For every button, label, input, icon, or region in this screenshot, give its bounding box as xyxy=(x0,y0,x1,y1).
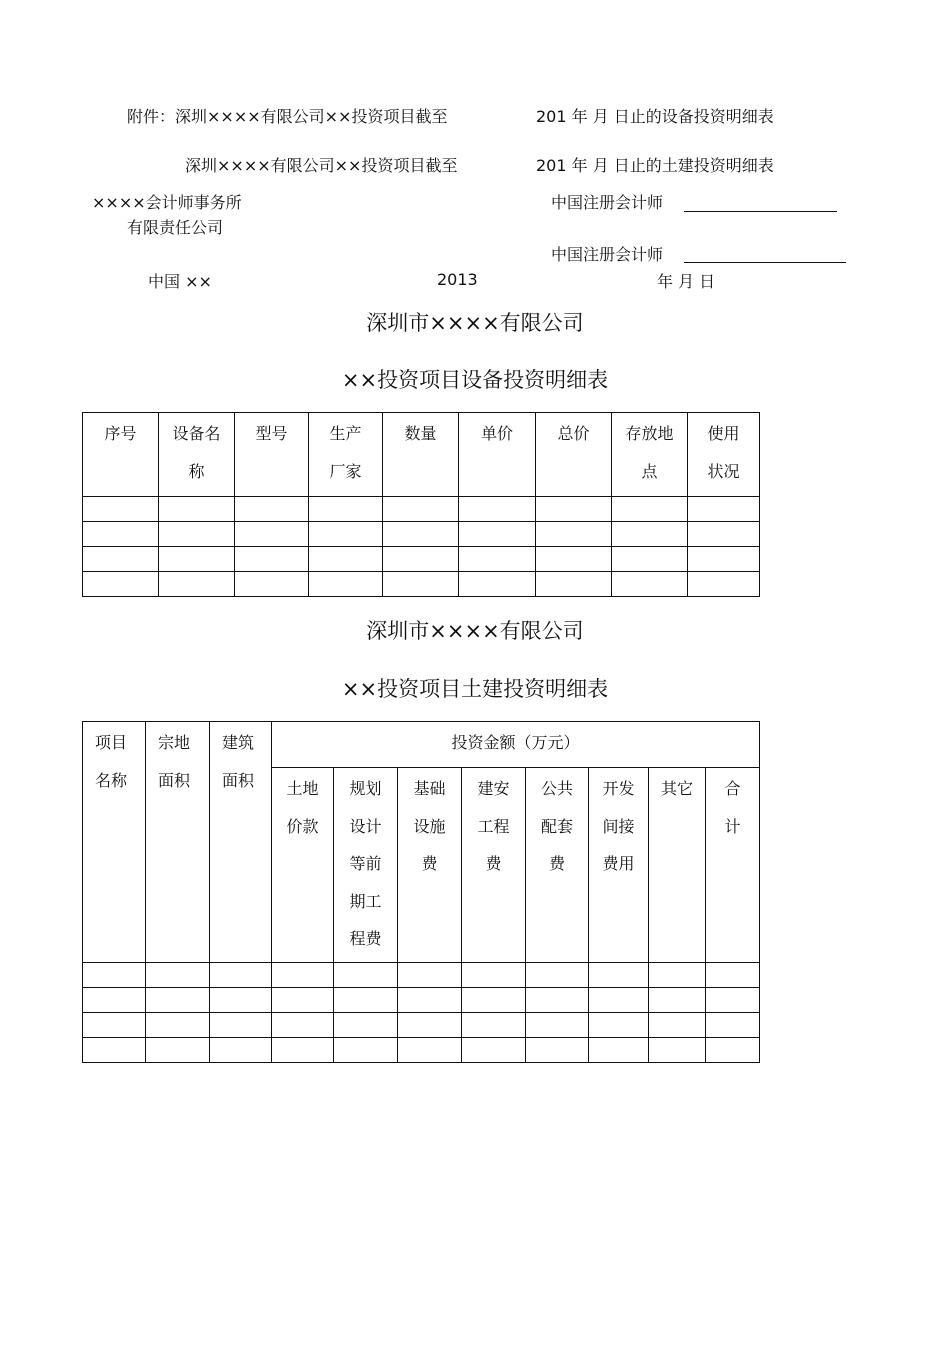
cpa-signature-line-2 xyxy=(684,262,846,263)
table-row xyxy=(83,1013,760,1038)
equipment-table xyxy=(82,412,760,597)
table-row xyxy=(83,1038,760,1063)
col-header-total: 合 计 xyxy=(706,768,760,963)
col-header-infrastructure: 基础 设施 费 xyxy=(398,768,462,963)
firm-name-line-2: 有限责任公司 xyxy=(127,218,224,237)
location-text: 中国 ×× xyxy=(148,272,212,291)
attachment-line-1-prefix: 附件：深圳××××有限公司××投资项目截至 xyxy=(127,107,448,126)
cpa-label-2: 中国注册会计师 xyxy=(551,245,664,264)
table-row xyxy=(83,522,760,547)
civil-company-title: 深圳市××××有限公司 xyxy=(366,619,584,643)
col-header-indirect-costs: 开发 间接 费用 xyxy=(589,768,649,963)
civil-table-title: ××投资项目土建投资明细表 xyxy=(341,677,609,701)
col-header-other: 其它 xyxy=(649,768,706,963)
report-date-suffix: 年 月 日 xyxy=(657,272,716,291)
civil-table xyxy=(82,721,760,1063)
col-header-total-price: 总价 xyxy=(536,413,612,497)
table-row xyxy=(83,572,760,597)
equipment-table-title: ××投资项目设备投资明细表 xyxy=(341,368,609,392)
col-header-serial: 序号 xyxy=(83,413,159,497)
col-header-project-name: 项目 名称 xyxy=(83,722,146,963)
col-header-storage-location: 存放地 点 xyxy=(612,413,688,497)
firm-name-line-1: ××××会计师事务所 xyxy=(92,193,242,212)
col-header-building-area: 建筑 面积 xyxy=(210,722,272,963)
civil-header-row-1 xyxy=(83,722,760,768)
cpa-label-1: 中国注册会计师 xyxy=(551,193,664,212)
cpa-signature-line-1 xyxy=(684,211,837,212)
col-header-model: 型号 xyxy=(235,413,309,497)
attachment-line-2-prefix: 深圳××××有限公司××投资项目截至 xyxy=(185,156,458,175)
col-header-land-area: 宗地 面积 xyxy=(146,722,210,963)
table-row xyxy=(83,963,760,988)
col-header-unit-price: 单价 xyxy=(459,413,536,497)
table-row xyxy=(83,497,760,522)
col-header-manufacturer: 生产 厂家 xyxy=(309,413,383,497)
col-header-quantity: 数量 xyxy=(383,413,459,497)
col-header-equipment-name: 设备名 称 xyxy=(159,413,235,497)
attachment-line-2-suffix: 201 年 月 日止的土建投资明细表 xyxy=(536,156,774,175)
col-header-land-price: 土地 价款 xyxy=(272,768,334,963)
report-year: 2013 xyxy=(437,270,478,289)
table-row xyxy=(83,547,760,572)
col-group-investment-amount: 投资金额（万元） xyxy=(272,722,760,768)
table-row xyxy=(83,988,760,1013)
attachment-line-1-suffix: 201 年 月 日止的设备投资明细表 xyxy=(536,107,774,126)
equipment-header-row xyxy=(83,413,760,497)
col-header-construction: 建安 工程 费 xyxy=(462,768,526,963)
col-header-public-facilities: 公共 配套 费 xyxy=(526,768,589,963)
equipment-company-title: 深圳市××××有限公司 xyxy=(366,311,584,335)
col-header-usage-status: 使用 状况 xyxy=(688,413,760,497)
col-header-planning-design: 规划 设计 等前 期工 程费 xyxy=(334,768,398,963)
